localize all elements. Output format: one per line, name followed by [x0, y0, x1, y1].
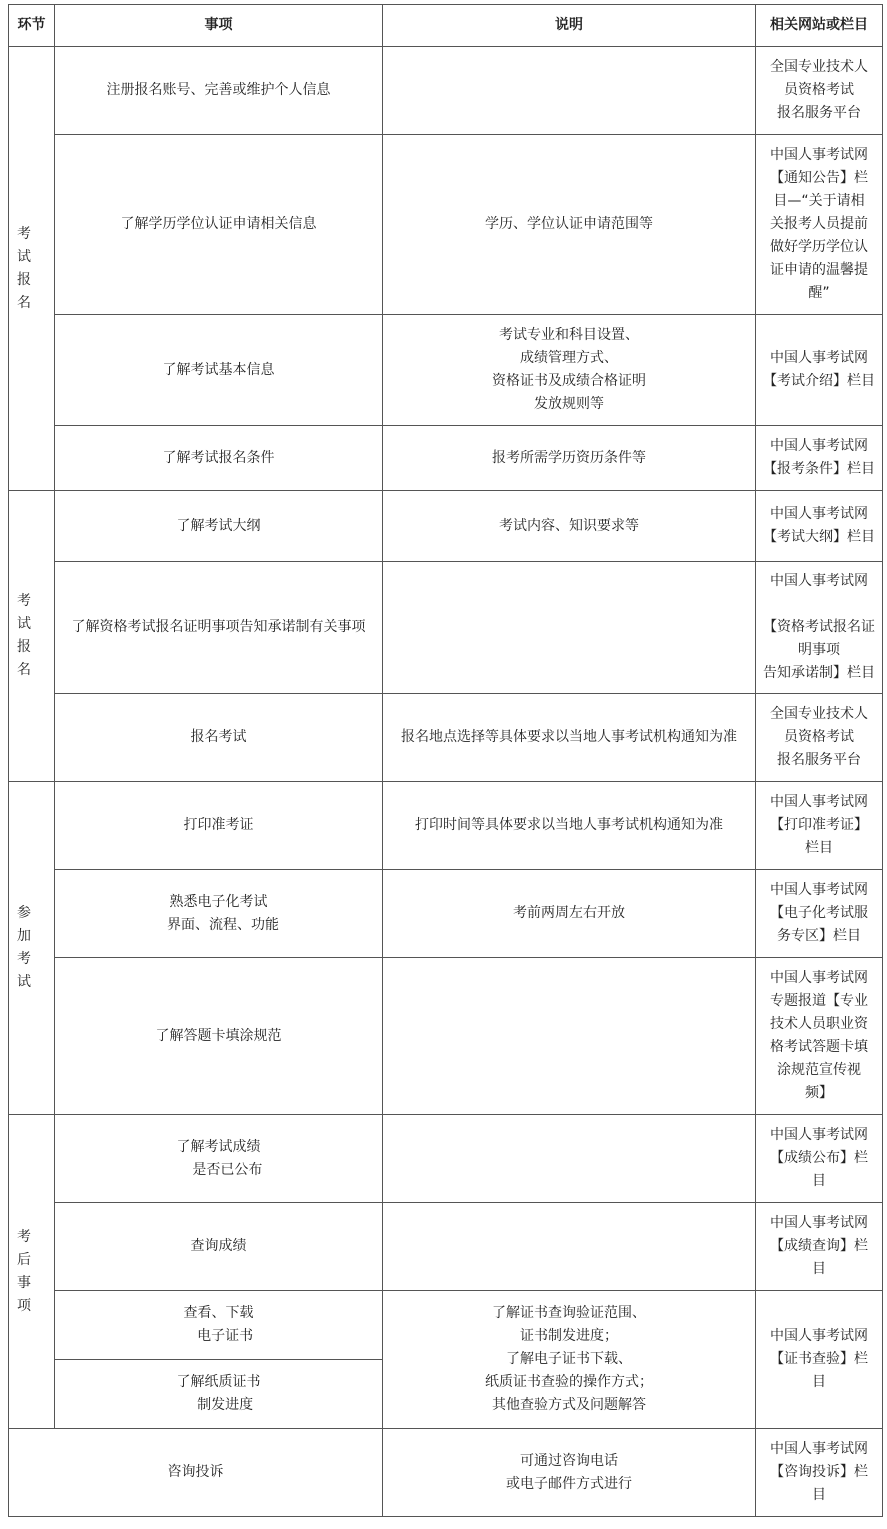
- item-cell: 了解纸质证书 制发进度: [55, 1360, 383, 1429]
- stage-cell-registration-2: 考 试 报 名: [9, 491, 55, 782]
- site-cell: 中国人事考试网 【成绩查询】栏 目: [756, 1203, 883, 1291]
- desc-cell: 考试内容、知识要求等: [383, 491, 756, 562]
- table-row: [9, 870, 883, 958]
- desc-cell: [383, 562, 756, 694]
- item-cell: 熟悉电子化考试 界面、流程、功能: [55, 870, 383, 958]
- table-row: [9, 1203, 883, 1291]
- item-cell: 了解考试大纲: [55, 491, 383, 562]
- site-cell: 中国人事考试网 【证书查验】栏 目: [756, 1291, 883, 1429]
- table-row: [9, 47, 883, 135]
- table-row: [9, 315, 883, 426]
- table-row: [9, 958, 883, 1115]
- table-row: [9, 694, 883, 782]
- table-row: [9, 562, 883, 694]
- site-cell: 中国人事考试网 【考试大纲】栏目: [756, 491, 883, 562]
- item-cell: 注册报名账号、完善或维护个人信息: [55, 47, 383, 135]
- site-cell: 中国人事考试网 【资格考试报名证 明事项 告知承诺制】栏目: [756, 562, 883, 694]
- site-cell: 全国专业技术人 员资格考试 报名服务平台: [756, 47, 883, 135]
- desc-cell: 报考所需学历资历条件等: [383, 426, 756, 491]
- desc-cell: [383, 1203, 756, 1291]
- item-cell: 查询成绩: [55, 1203, 383, 1291]
- item-cell: 报名考试: [55, 694, 383, 782]
- table-row: [9, 782, 883, 870]
- item-cell: 了解学历学位认证申请相关信息: [55, 135, 383, 315]
- site-cell: 中国人事考试网 【考试介绍】栏目: [756, 315, 883, 426]
- table-row: [9, 135, 883, 315]
- site-cell: 中国人事考试网 【电子化考试服 务专区】栏目: [756, 870, 883, 958]
- table-row: [9, 1115, 883, 1203]
- header-desc: 说明: [383, 5, 756, 47]
- table-row: [9, 426, 883, 491]
- site-cell: 中国人事考试网 【咨询投诉】栏 目: [756, 1429, 883, 1517]
- header-stage: 环节: [9, 5, 55, 47]
- stage-cell-registration-1: 考 试 报 名: [9, 47, 55, 491]
- desc-cell: 考试专业和科目设置、 成绩管理方式、 资格证书及成绩合格证明 发放规则等: [383, 315, 756, 426]
- desc-cell: 考前两周左右开放: [383, 870, 756, 958]
- item-cell: 打印准考证: [55, 782, 383, 870]
- item-cell: 了解考试成绩 是否已公布: [55, 1115, 383, 1203]
- site-cell: 中国人事考试网 【成绩公布】栏 目: [756, 1115, 883, 1203]
- site-cell: 全国专业技术人 员资格考试 报名服务平台: [756, 694, 883, 782]
- stage-cell-take-exam: 参 加 考 试: [9, 782, 55, 1115]
- table-row: [9, 1291, 883, 1360]
- item-cell: 了解资格考试报名证明事项告知承诺制有关事项: [55, 562, 383, 694]
- table-row: [9, 1429, 883, 1517]
- item-cell: 了解答题卡填涂规范: [55, 958, 383, 1115]
- stage-cell-after-exam: 考 后 事 项: [9, 1115, 55, 1429]
- item-cell: 了解考试基本信息: [55, 315, 383, 426]
- desc-cell: 打印时间等具体要求以当地人事考试机构通知为准: [383, 782, 756, 870]
- header-site: 相关网站或栏目: [756, 5, 883, 47]
- item-cell: 查看、下载 电子证书: [55, 1291, 383, 1360]
- table-row: [9, 491, 883, 562]
- site-cell: 中国人事考试网 【报考条件】栏目: [756, 426, 883, 491]
- header-row: [9, 5, 883, 47]
- site-cell: 中国人事考试网 【通知公告】栏 目—“关于请相 关报考人员提前 做好学历学位认 证申请的温馨提 醒”: [756, 135, 883, 315]
- site-cell: 中国人事考试网 专题报道【专业 技术人员职业资 格考试答题卡填 涂规范宣传视 频】: [756, 958, 883, 1115]
- desc-cell: [383, 47, 756, 135]
- desc-cell: 了解证书查询验证范围、 证书制发进度； 了解电子证书下载、 纸质证书查验的操作方式； 其他查验方式及问题解答: [383, 1291, 756, 1429]
- header-item: 事项: [55, 5, 383, 47]
- desc-cell: [383, 958, 756, 1115]
- item-cell: 了解考试报名条件: [55, 426, 383, 491]
- desc-cell: 报名地点选择等具体要求以当地人事考试机构通知为准: [383, 694, 756, 782]
- exam-process-table: [8, 4, 883, 1517]
- desc-cell: [383, 1115, 756, 1203]
- site-cell: 中国人事考试网 【打印准考证】 栏目: [756, 782, 883, 870]
- item-cell: 咨询投诉: [9, 1429, 383, 1517]
- desc-cell: 可通过咨询电话 或电子邮件方式进行: [383, 1429, 756, 1517]
- desc-cell: 学历、学位认证申请范围等: [383, 135, 756, 315]
